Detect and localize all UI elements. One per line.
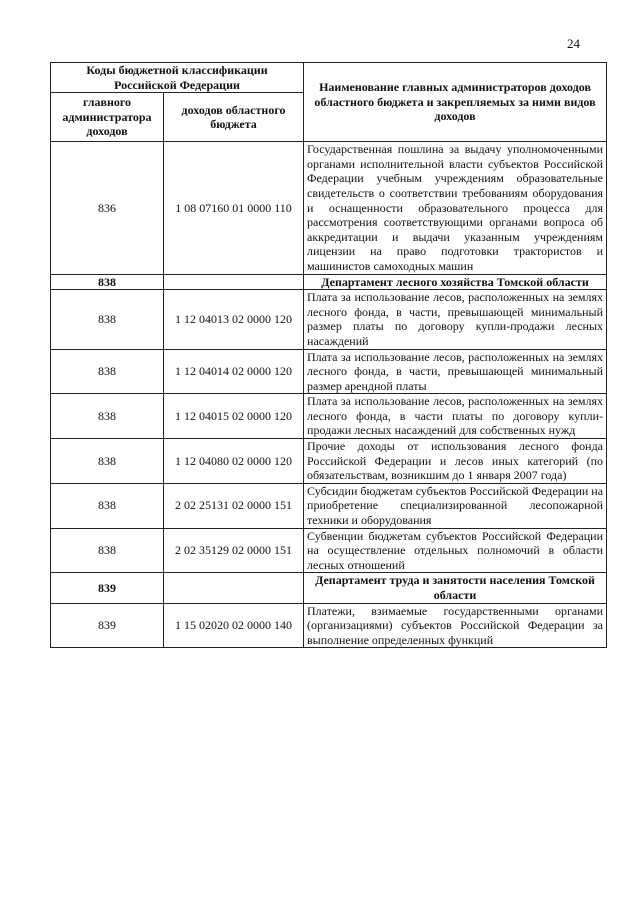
income-name-cell: Плата за использование лесов, расположенных на землях лесного фонда, в части платы по договору купли-продажи лесных насаждений для собственных нужд [304, 394, 607, 439]
income-code-cell: 1 08 07160 01 0000 110 [164, 142, 304, 274]
header-classification-codes: Коды бюджетной классификации Российской Федерации [51, 63, 304, 93]
table-row [51, 349, 607, 394]
header-administrator-name: Наименование главных администраторов доходов областного бюджета и закрепляемых за ними видов доходов [304, 63, 607, 142]
admin-code-cell: 839 [51, 573, 164, 603]
header-main-administrator: главного администратора доходов [51, 93, 164, 142]
income-name-cell: Платежи, взимаемые государственными органами (организациями) субъектов Российской Федерации за выполнение определенных функций [304, 603, 607, 648]
header-regional-budget-income: доходов областного бюджета [164, 93, 304, 142]
income-code-cell: 1 12 04015 02 0000 120 [164, 394, 304, 439]
table-header-row [51, 63, 607, 93]
department-name-cell: Департамент лесного хозяйства Томской области [304, 274, 607, 290]
table-row [51, 394, 607, 439]
income-code-cell: 2 02 25131 02 0000 151 [164, 483, 304, 528]
budget-classification-table [50, 62, 607, 648]
income-code-cell [164, 274, 304, 290]
income-code-cell: 1 15 02020 02 0000 140 [164, 603, 304, 648]
table-row [51, 483, 607, 528]
income-name-cell: Субвенции бюджетам субъектов Российской Федерации на осуществление отдельных полномочий в области лесных отношений [304, 528, 607, 573]
table-row [51, 603, 607, 648]
income-code-cell: 1 12 04014 02 0000 120 [164, 349, 304, 394]
table-row [51, 528, 607, 573]
admin-code-cell: 838 [51, 439, 164, 484]
department-row [51, 573, 607, 603]
department-name-cell: Департамент труда и занятости населения Томской области [304, 573, 607, 603]
table-row [51, 439, 607, 484]
admin-code-cell: 838 [51, 394, 164, 439]
income-name-cell: Плата за использование лесов, расположенных на землях лесного фонда, в части, превышающей минимальный размер арендной платы [304, 349, 607, 394]
admin-code-cell: 838 [51, 274, 164, 290]
income-code-cell: 1 12 04013 02 0000 120 [164, 290, 304, 349]
income-name-cell: Прочие доходы от использования лесного фонда Российской Федерации и лесов иных категорий (по обязательствам, возникшим до 1 января 2007 года) [304, 439, 607, 484]
income-name-cell: Государственная пошлина за выдачу уполномоченными органами исполнительной власти субъектов Российской Федерации учебным учреждениям образовательные свидетельств о соответствии требованиям оборудования и оснащенности образовательного процесса для рассмотрения соответствующими органами вопроса об аккредитации и выдачи указанным учреждениям лицензии на право подготовки трактористов и машинистов самоходных машин [304, 142, 607, 274]
admin-code-cell: 838 [51, 290, 164, 349]
income-code-cell: 2 02 35129 02 0000 151 [164, 528, 304, 573]
admin-code-cell: 836 [51, 142, 164, 274]
income-name-cell: Субсидии бюджетам субъектов Российской Федерации на приобретение специализированной лесопожарной техники и оборудования [304, 483, 607, 528]
admin-code-cell: 838 [51, 483, 164, 528]
department-row [51, 274, 607, 290]
admin-code-cell: 838 [51, 528, 164, 573]
table-body [51, 142, 607, 648]
table-row [51, 290, 607, 349]
income-name-cell: Плата за использование лесов, расположенных на землях лесного фонда, в части, превышающей минимальный размер платы по договору купли-продажи лесных насаждений [304, 290, 607, 349]
admin-code-cell: 838 [51, 349, 164, 394]
admin-code-cell: 839 [51, 603, 164, 648]
income-code-cell: 1 12 04080 02 0000 120 [164, 439, 304, 484]
table-row [51, 142, 607, 274]
income-code-cell [164, 573, 304, 603]
page-number: 24 [567, 36, 580, 51]
